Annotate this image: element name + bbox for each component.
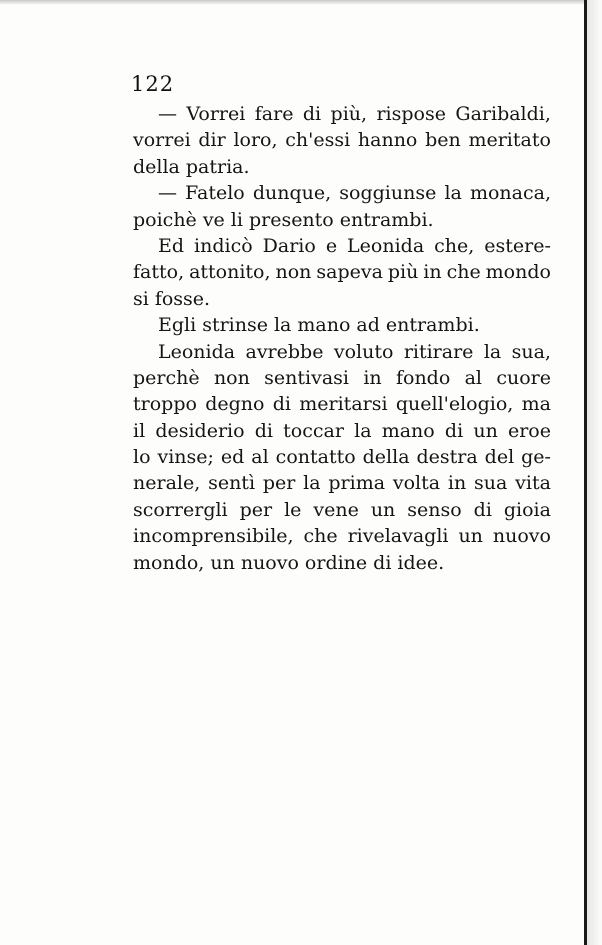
word: monaca, [469,182,551,205]
word: nuovo [492,525,551,548]
word: rivelavagli [347,525,449,548]
word: più, [330,103,368,125]
word: volta [392,472,441,495]
text-line [133,233,551,259]
text-line [133,523,551,549]
word: hanno [357,129,418,152]
word: ordine [304,551,368,574]
word: il [133,419,146,442]
word: meritato [468,129,551,152]
word: attonito, [189,261,271,284]
text-line [133,391,551,417]
page-number: 122 [131,72,175,96]
word: non [213,366,250,389]
word: contatto [275,446,356,469]
word: strinse [202,314,268,337]
text-line [133,444,551,470]
text-line [133,550,551,576]
word: scorrergli [133,498,228,521]
word: al [464,366,482,389]
word: eroe [507,419,551,442]
word: prima [328,472,386,495]
word: Ed [158,234,185,257]
word: un [458,525,483,548]
word: Dario [262,234,316,257]
word: di [373,551,392,574]
word: Leonida [158,340,236,363]
word: ed [220,446,245,469]
word: nerale, [133,472,201,495]
word: poichè [133,208,197,231]
word: ma [521,393,551,416]
word: ben [425,129,461,152]
word: della [362,446,410,469]
text-line [133,127,551,153]
word: entrambi. [339,208,434,231]
word: mondo [485,261,551,284]
word: in [447,472,467,495]
word: Garibaldi, [455,103,551,125]
word: nuovo [240,551,299,574]
word: presento [248,208,334,231]
word: la [444,182,462,205]
word: dunque, [252,182,332,205]
word: cuore [496,366,551,389]
word: e [325,234,338,257]
word: estere- [484,234,551,257]
word: fare [254,103,294,125]
word: di [302,103,322,125]
word: ad [356,314,380,337]
word: sua [474,472,508,495]
word: ve [202,208,225,231]
word: troppo [133,393,197,416]
word: gioia [503,498,551,521]
text-line [133,180,551,206]
word: mondo, [133,551,205,574]
word: vita [515,472,551,495]
text-line [133,154,551,180]
text-line [133,259,551,285]
word: entrambi. [385,314,480,337]
word: indicò [194,234,253,257]
word: sua, [511,340,551,363]
word: sentivasi [264,366,350,389]
word: degno [205,393,265,416]
word: vorrei [133,129,191,152]
word: idee. [397,551,445,574]
word: — [158,182,177,205]
word: mano [297,314,351,337]
word: senso [407,498,462,521]
text-line [133,339,551,365]
word: di [473,498,492,521]
word: soggiunse [339,182,437,205]
word: più [387,261,419,284]
word: sentì [208,472,256,495]
word: che [303,525,338,548]
text-line [133,418,551,444]
word: rispose [376,103,446,125]
text-line [133,497,551,523]
word: perchè [133,366,200,389]
word: della [133,155,180,178]
page-margin-shade [587,0,602,945]
word: incomprensibile, [133,525,294,548]
word: ch'essi [285,129,351,152]
word: fondo [395,366,451,389]
word: destra [416,446,478,469]
word: loro, [233,129,278,152]
word: la [354,419,372,442]
body-text [133,101,551,576]
word: ritirare [403,340,474,363]
text-line [133,470,551,496]
word: li [230,208,243,231]
word: — [158,103,177,125]
text-line [133,101,551,127]
word: lo [133,446,151,469]
word: di [444,419,464,442]
word: si [133,287,149,310]
word: che [446,261,481,284]
word: fosse. [154,287,211,310]
word: la [303,472,321,495]
word: di [254,419,273,442]
word: voluto [333,340,394,363]
text-line [133,286,551,312]
word: Vorrei [186,103,246,125]
word: fatto, [133,261,185,284]
word: per [239,498,273,521]
word: del [484,446,515,469]
text-line [133,365,551,391]
word: le [284,498,302,521]
text-line [133,312,551,338]
page-top-edge [0,0,602,5]
word: avrebbe [245,340,324,363]
word: sapeva [316,261,383,284]
word: Leonida [347,234,425,257]
word: un [370,498,396,521]
word: la [273,314,292,337]
word: meritarsi [299,393,388,416]
word: mano [381,419,435,442]
word: desiderio [155,419,245,442]
word: un [210,551,235,574]
word: che, [434,234,475,257]
word: in [363,366,382,389]
word: dir [198,129,226,152]
word: patria. [185,155,250,178]
word: vinse; [157,446,214,469]
word: non [275,261,312,284]
word: quell'elogio, [395,393,514,416]
text-line [133,207,551,233]
word: in [423,261,442,284]
word: di [272,393,291,416]
word: al [251,446,269,469]
word: toccar [283,419,344,442]
word: un [473,419,498,442]
word: Egli [158,314,197,337]
word: vene [313,498,359,521]
word: per [262,472,296,495]
word: ge- [521,446,551,469]
word: Fatelo [185,182,245,205]
word: la [483,340,502,363]
